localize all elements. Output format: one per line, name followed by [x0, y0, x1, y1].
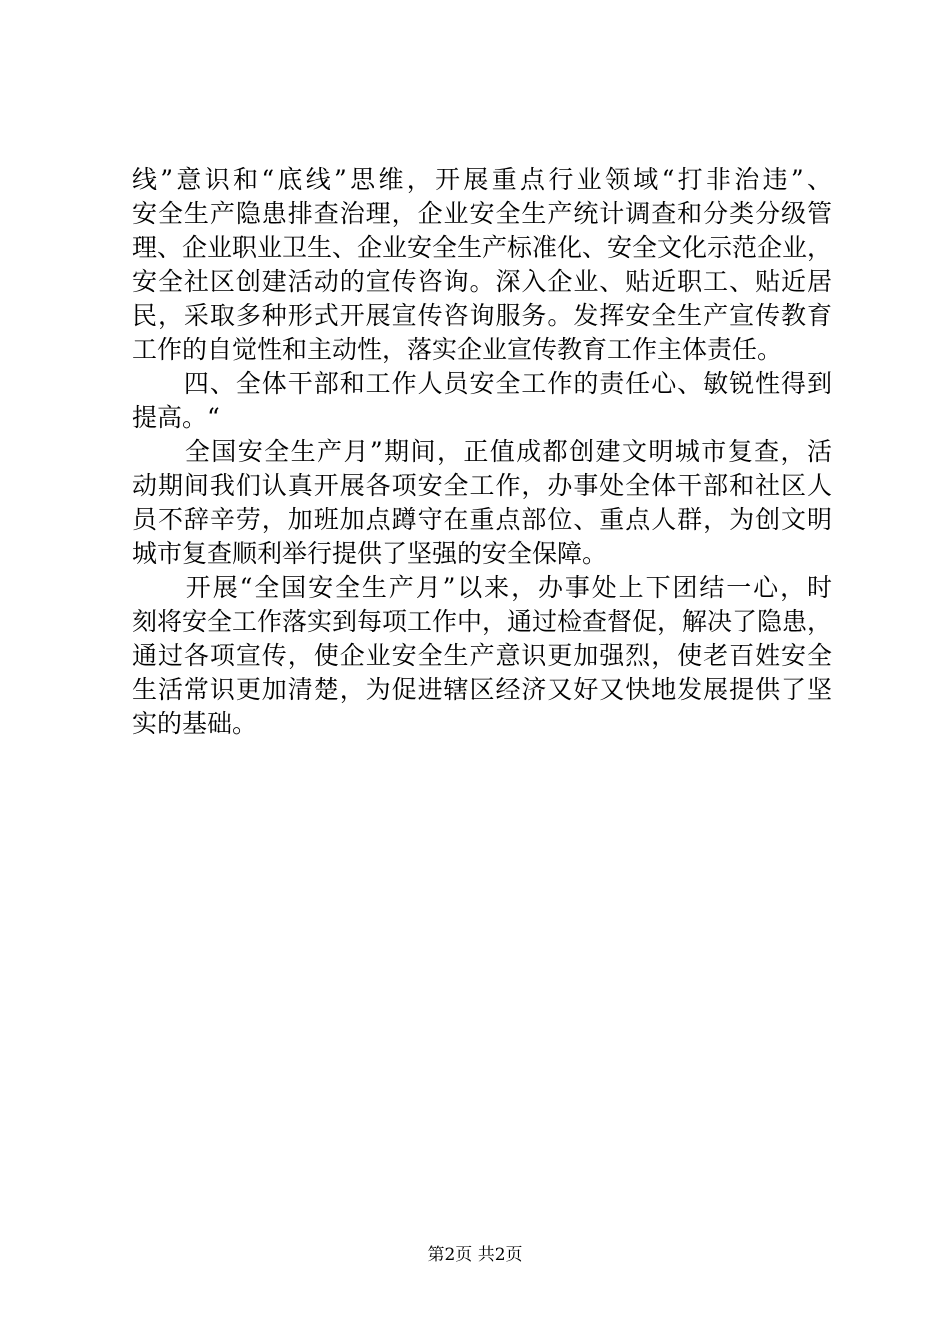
- text-line: 通过各项宣传，使企业安全生产意识更加强烈，使老百姓安全: [132, 641, 832, 670]
- text-line: 安全生产隐患排查治理，企业安全生产统计调查和分类分级管: [132, 199, 832, 228]
- text-line: 城市复查顺利举行提供了坚强的安全保障。: [132, 539, 608, 568]
- text-line: 理、企业职业卫生、企业安全生产标准化、安全文化示范企业，: [132, 233, 833, 262]
- text-line: 生活常识更加清楚，为促进辖区经济又好又快地发展提供了坚: [132, 675, 832, 704]
- text-line: 民，采取多种形式开展宣传咨询服务。发挥安全生产宣传教育: [132, 301, 832, 330]
- page-number-footer: 第2页 共2页: [427, 1245, 523, 1265]
- text-line: 线”意识和“底线”思维，开展重点行业领域“打非治违”、: [132, 165, 832, 194]
- text-line: 刻将安全工作落实到每项工作中，通过检查督促，解决了隐患，: [132, 607, 833, 636]
- text-line: 员不辞辛劳，加班加点蹲守在重点部位、重点人群，为创文明: [132, 505, 832, 534]
- text-line: 提高。“: [132, 403, 220, 432]
- text-line: 实的基础。: [132, 709, 258, 738]
- document-body: [132, 163, 832, 741]
- text-line: 全国安全生产月”期间，正值成都创建文明城市复查，活: [132, 437, 832, 466]
- text-line: 开展“全国安全生产月”以来，办事处上下团结一心，时: [132, 573, 832, 602]
- text-line: 工作的自觉性和主动性，落实企业宣传教育工作主体责任。: [132, 335, 783, 364]
- text-line: 动期间我们认真开展各项安全工作，办事处全体干部和社区人: [132, 471, 832, 500]
- text-line: 安全社区创建活动的宣传咨询。深入企业、贴近职工、贴近居: [132, 267, 832, 296]
- text-line: 四、全体干部和工作人员安全工作的责任心、敏锐性得到: [132, 369, 832, 398]
